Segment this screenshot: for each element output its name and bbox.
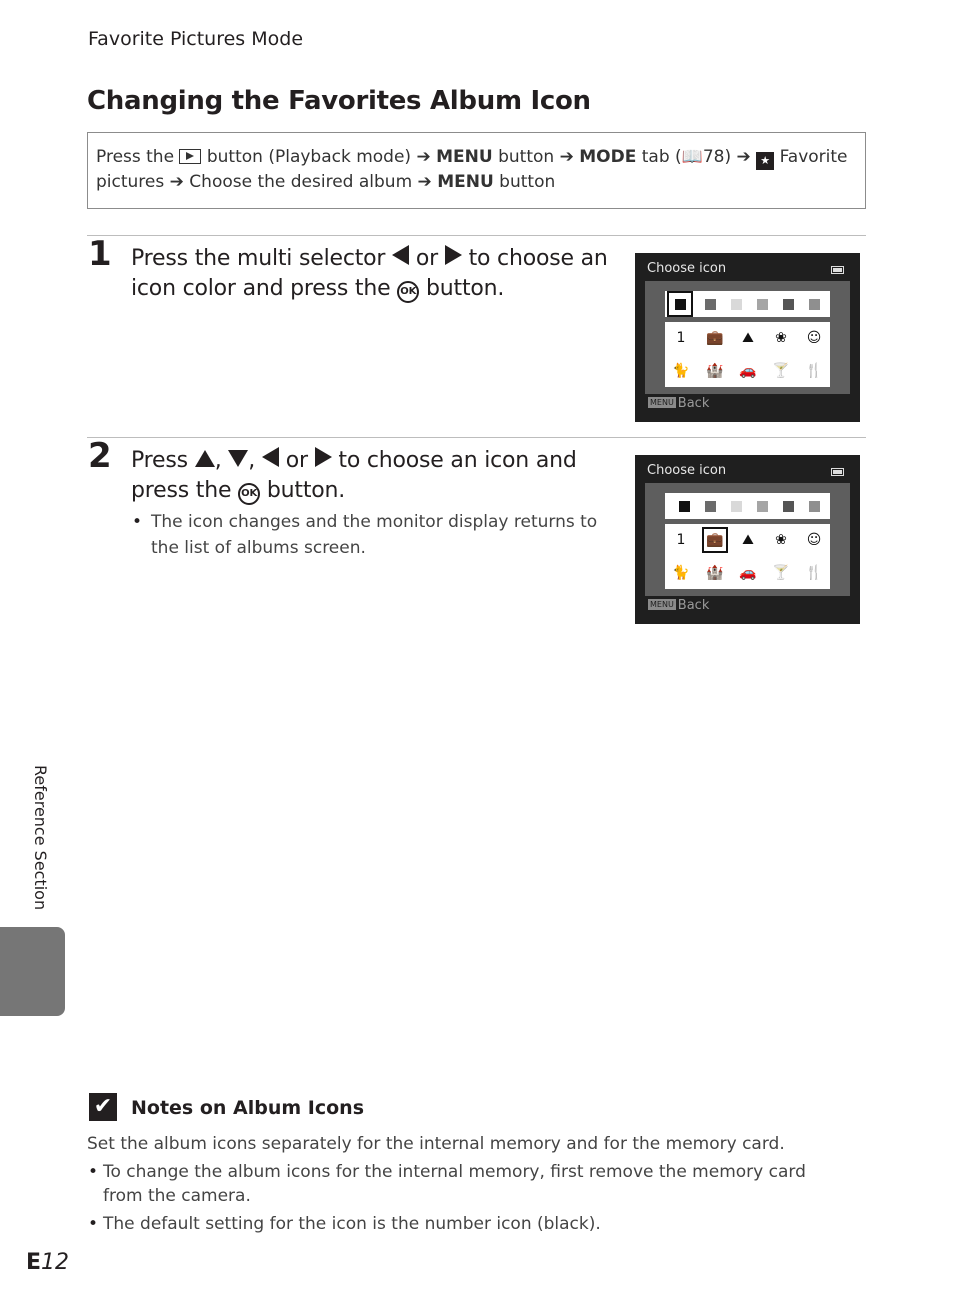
path-press-the: Press the [96, 147, 175, 167]
path-favorite: Favorite pictures [96, 147, 848, 192]
castle-icon[interactable]: 🏰 [706, 565, 724, 581]
color-row [665, 291, 830, 317]
reference-e-icon: E [26, 1250, 42, 1275]
page-title: Changing the Favorites Album Icon [87, 86, 591, 116]
side-section-label: Reference Section [31, 765, 50, 911]
car-icon[interactable]: 🚗 [739, 565, 757, 581]
menu-button-icon: MENU [437, 172, 494, 192]
favorite-pictures-icon: ★ [756, 152, 774, 170]
step-1-instruction: Press the multi selector or to choose an icon color and press the OK button. [131, 246, 608, 301]
path-tab: tab ( [641, 147, 682, 167]
ok-button-icon: OK [397, 281, 419, 303]
briefcase-icon[interactable]: 💼 [702, 527, 728, 553]
path-button: button [498, 147, 555, 167]
arrow-icon: ➔ [416, 147, 431, 167]
menu-button-icon: MENU [650, 600, 674, 609]
left-arrow-icon [392, 245, 409, 265]
check-icon: ✔ [89, 1093, 117, 1121]
color-swatch[interactable] [757, 299, 768, 310]
path-choose: Choose the desired album [189, 172, 413, 192]
face-icon[interactable]: ☺ [806, 532, 822, 548]
castle-icon[interactable]: 🏰 [706, 363, 724, 379]
color-swatch[interactable] [731, 299, 742, 310]
page-number: E12 [26, 1250, 70, 1275]
camera-screen-2 [635, 455, 860, 624]
right-arrow-icon [315, 447, 332, 467]
divider [87, 437, 866, 438]
color-swatch[interactable] [809, 501, 820, 512]
icon-panel [645, 483, 850, 596]
left-arrow-icon [262, 447, 279, 467]
notes-bullet: • The default setting for the icon is the number icon (black). [103, 1212, 833, 1236]
battery-icon [831, 468, 844, 476]
cat-icon[interactable]: 🐈 [672, 565, 690, 581]
notes-bullet: • To change the album icons for the internal memory, first remove the memory card from the camera. [103, 1160, 833, 1208]
arrow-icon: ➔ [559, 147, 574, 167]
down-arrow-icon [228, 450, 248, 467]
color-swatch[interactable] [783, 299, 794, 310]
back-hint: MENU Back [650, 598, 710, 613]
right-arrow-icon [445, 245, 462, 265]
number-icon[interactable]: 1 [676, 532, 686, 548]
color-swatch[interactable] [705, 299, 716, 310]
flower-icon[interactable]: ❀ [775, 532, 787, 548]
path-playback: button (Playback mode) [206, 147, 412, 167]
notes-title: Notes on Album Icons [131, 1097, 365, 1119]
book-reference-icon: 📖 [681, 147, 703, 167]
arrow-icon: ➔ [736, 147, 751, 167]
step-number: 2 [88, 436, 112, 476]
camera-screen-1 [635, 253, 860, 422]
notes-paragraph: Set the album icons separately for the internal memory and for the memory card. [87, 1134, 785, 1154]
flower-icon[interactable]: ❀ [775, 330, 787, 346]
divider [87, 235, 866, 236]
menu-button-icon: MENU [650, 398, 674, 407]
screen-title: Choose icon [647, 463, 727, 478]
cutlery-icon[interactable]: 🍴 [805, 565, 823, 581]
cutlery-icon[interactable]: 🍴 [805, 363, 823, 379]
ok-button-icon: OK [238, 483, 260, 505]
color-swatch-selected[interactable] [667, 291, 693, 317]
car-icon[interactable]: 🚗 [739, 363, 757, 379]
battery-icon [831, 266, 844, 274]
number-icon[interactable]: 1 [676, 330, 686, 346]
icon-grid [665, 524, 830, 589]
color-swatch[interactable] [809, 299, 820, 310]
color-swatch[interactable] [783, 501, 794, 512]
screen-title: Choose icon [647, 261, 727, 276]
color-row [665, 493, 830, 519]
icon-panel [645, 281, 850, 394]
section-label: Favorite Pictures Mode [88, 28, 304, 50]
menu-path-box [87, 132, 866, 209]
cocktail-icon[interactable]: 🍸 [772, 363, 790, 379]
color-swatch[interactable] [679, 501, 690, 512]
color-swatch[interactable] [705, 501, 716, 512]
color-swatch[interactable] [731, 501, 742, 512]
up-arrow-icon [195, 450, 215, 467]
back-hint: MENU Back [650, 396, 710, 411]
playback-button-icon [179, 149, 201, 164]
section-tab [0, 927, 65, 1016]
landscape-icon[interactable]: ⛰ [742, 330, 754, 346]
cocktail-icon[interactable]: 🍸 [772, 565, 790, 581]
step-number: 1 [88, 234, 112, 274]
step-2-instruction: Press , , or to choose an icon and press the OK button. [131, 448, 577, 503]
arrow-icon: ➔ [417, 172, 432, 192]
step-2-bullet: • The icon changes and the monitor display returns to the list of albums screen. [151, 509, 611, 561]
path-page-ref: 78) [702, 147, 732, 167]
face-icon[interactable]: ☺ [806, 330, 822, 346]
path-button: button [499, 172, 556, 192]
mode-tab-icon: MODE [579, 147, 637, 167]
briefcase-icon[interactable]: 💼 [706, 330, 724, 346]
landscape-icon[interactable]: ⛰ [742, 532, 754, 548]
color-swatch[interactable] [757, 501, 768, 512]
arrow-icon: ➔ [169, 172, 184, 192]
menu-button-icon: MENU [436, 147, 493, 167]
cat-icon[interactable]: 🐈 [672, 363, 690, 379]
icon-grid [665, 322, 830, 387]
